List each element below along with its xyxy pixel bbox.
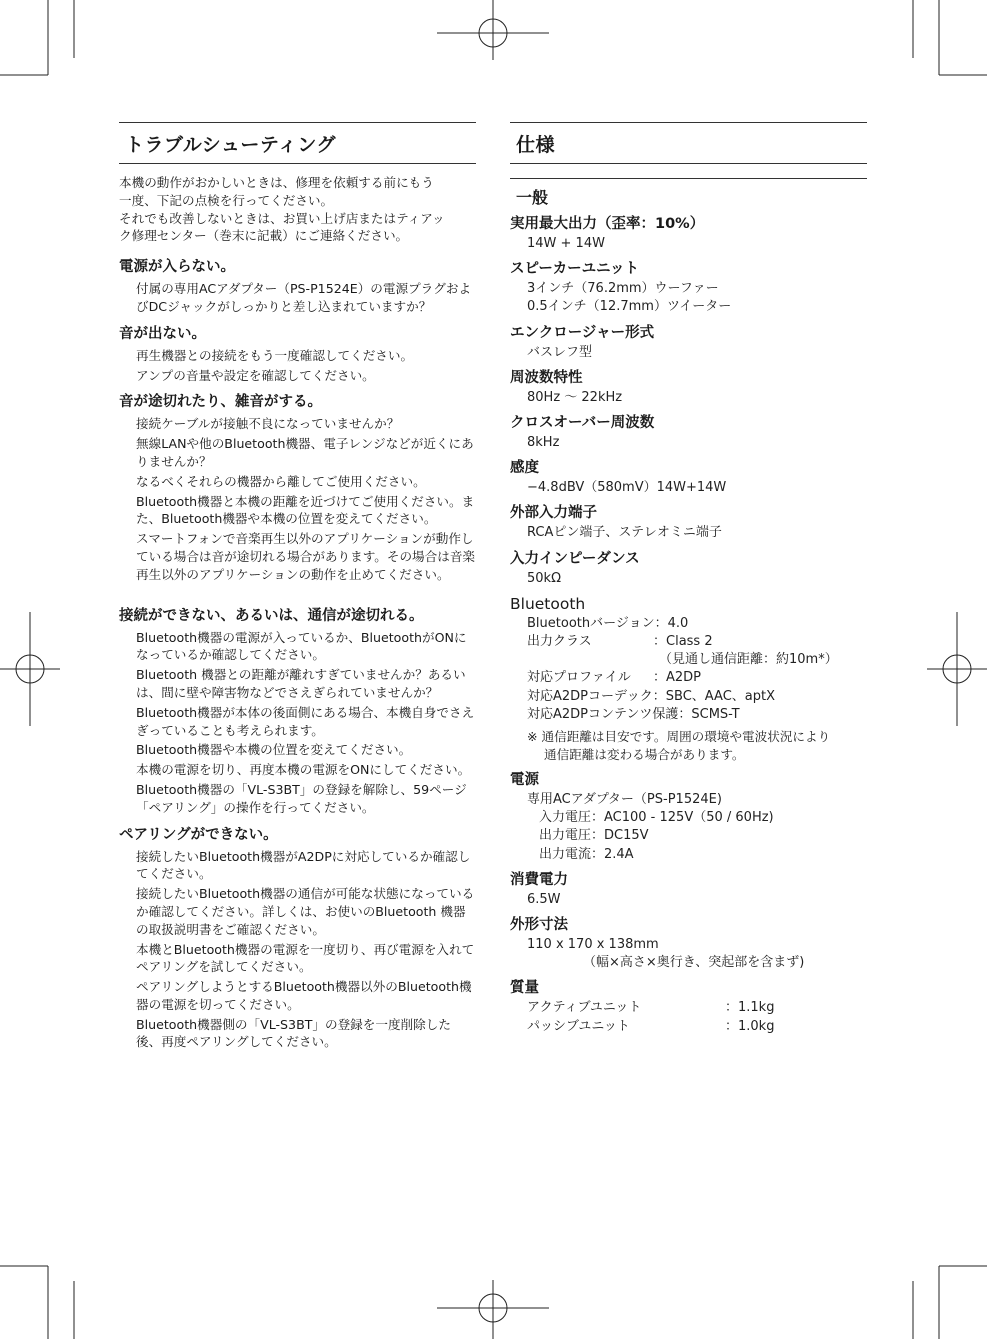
spec-value: 50kΩ: [527, 570, 562, 586]
ts-item: 接続したいBluetooth機器の通信が可能な状態になっているか確認してください。詳しくは、お使いのBluetooth 機器の取扱説明書をご確認ください。: [136, 886, 475, 937]
spec-value: 対応A2DPコーデック：SBC、AAC、aptX: [527, 688, 775, 704]
ts-section-noise: [119, 392, 476, 583]
ts-item: 本機とBluetooth機器の電源を一度切り、再び電源を入れてペアリングを試してください。: [136, 941, 475, 975]
spec-row: [510, 999, 867, 1017]
spec-value: 6.5W: [527, 891, 561, 907]
ts-heading: 音が出ない。: [119, 325, 206, 342]
spec-category: 一般: [516, 188, 549, 207]
spec-row-value: ：1.1kg: [725, 1000, 775, 1016]
spec-value: 出力電圧：DC15V: [539, 828, 649, 844]
spec-value: バスレフ型: [527, 344, 593, 360]
spec-heading: 質量: [510, 980, 539, 997]
spec-sensitivity: [510, 458, 867, 497]
spec-impedance: [510, 549, 867, 588]
specs-title: 仕様: [510, 122, 867, 164]
ts-item: 接続ケーブルが接触不良になっていませんか？: [136, 416, 400, 432]
ts-section-no-power: [119, 257, 476, 316]
spec-heading: 消費電力: [510, 871, 568, 888]
spec-heading: 電源: [510, 772, 539, 789]
spec-row: [510, 633, 867, 651]
spec-value: RCAピン端子、ステレオミニ端子: [527, 525, 722, 541]
spec-enclosure: [510, 323, 867, 362]
intro-line: ク修理センター（巻末に記載）にご連絡ください。: [119, 228, 409, 244]
ts-heading: 音が途切れたり、雑音がする。: [119, 394, 322, 411]
spec-heading: スピーカーユニット: [510, 261, 640, 278]
spec-key: 出力クラス: [527, 634, 592, 650]
spec-value: 80Hz 〜 22kHz: [527, 389, 623, 405]
intro-line: それでも改善しないときは、お買い上げ店またはティアッ: [119, 210, 445, 226]
spec-row-value: ：Class 2: [653, 634, 713, 650]
spec-input-terminal: [510, 503, 867, 542]
spec-heading: 入力インピーダンス: [510, 550, 640, 567]
note-line: 通信距離は変わる場合があります。: [544, 747, 745, 763]
spec-crossover: [510, 413, 867, 452]
ts-item: 本機の電源を切り、再度本機の電源をONにしてください。: [136, 762, 471, 778]
spec-value: 専用ACアダプター（PS-P1524E): [527, 792, 722, 808]
specs-rule: [510, 164, 867, 179]
ts-item: Bluetooth機器が本体の後面側にある場合、本機自身でさえぎっていることも考えられます。: [136, 704, 475, 738]
spec-key-spacer: [527, 651, 659, 669]
troubleshooting-column: [119, 122, 476, 1053]
spec-heading: Bluetooth: [510, 594, 586, 613]
note-line: ※ 通信距離は目安です。周囲の環境や電波状況により: [527, 729, 831, 745]
ts-item: 再生機器との接続をもう一度確認してください。: [136, 347, 414, 363]
spec-frequency: [510, 368, 867, 407]
spec-value: Bluetoothバージョン：4.0: [527, 615, 689, 631]
ts-heading: ペアリングができない。: [119, 826, 278, 843]
spec-key: パッシブユニット: [527, 1018, 630, 1034]
ts-item: Bluetooth機器と本機の距離を近づけてご使用ください。また、Bluetooth機器や本機の位置を変えてください。: [136, 493, 475, 527]
ts-section-connection: [119, 606, 476, 817]
ts-item: 無線LANや他のBluetooth機器、電子レンジなどが近くにありませんか？: [136, 436, 474, 469]
spec-value: 出力電流：2.4A: [539, 846, 634, 862]
ts-heading: 接続ができない、あるいは、通信が途切れる。: [119, 607, 424, 624]
spec-heading: 周波数特性: [510, 369, 583, 386]
ts-item: 付属の専用ACアダプター（PS-P1524E）の電源プラグおよびDCジャックがしっかりと差し込まれていますか？: [136, 281, 472, 314]
spec-row: [510, 1018, 867, 1036]
spec-weight: [510, 978, 867, 1035]
ts-item: ペアリングしようとするBluetooth機器以外のBluetooth機器の電源を切ってください。: [136, 979, 472, 1012]
spec-heading: 外形寸法: [510, 917, 568, 934]
spec-row-value: （見通し通信距離：約10m*）: [659, 652, 838, 668]
spec-value: （幅×高さ×奥行き、突起部を含まず): [583, 955, 805, 971]
ts-section-pairing: [119, 825, 476, 1052]
spec-consumption: [510, 870, 867, 909]
ts-item: アンプの音量や設定を確認してください。: [136, 367, 375, 383]
spec-heading: 外部入力端子: [510, 505, 597, 522]
spec-value: 14W + 14W: [527, 236, 605, 251]
spec-power: [510, 770, 867, 864]
spec-heading: クロスオーバー周波数: [510, 415, 655, 432]
spec-speaker: [510, 259, 867, 316]
spec-row: [510, 651, 867, 669]
spec-value: 入力電圧：AC100 - 125V（50 / 60Hz): [539, 810, 774, 826]
spec-value: 8kHz: [527, 435, 560, 451]
ts-item: Bluetooth機器側の「VL-S3BT」の登録を一度削除した後、再度ペアリングしてください。: [136, 1016, 451, 1050]
ts-item: Bluetooth機器の「VL-S3BT」の登録を解除し、59ページ「ペアリング」の操作を行ってください。: [136, 781, 467, 815]
ts-item: なるべくそれらの機器から離してご使用ください。: [136, 473, 426, 489]
spec-bluetooth: [510, 594, 867, 764]
ts-item: スマートフォンで音楽再生以外のアプリケーションが動作している場合は音が途切れる場合があります。その場合は音楽再生以外のアプリケーションの動作を止めてください。: [136, 531, 476, 582]
ts-heading: 電源が入らない。: [119, 259, 235, 276]
ts-section-no-sound: [119, 324, 476, 385]
spec-dimensions: [510, 915, 867, 972]
intro-line: 本機の動作がおかしいときは、修理を依頼する前にもう: [119, 175, 434, 190]
spec-value: 対応A2DPコンテンツ保護：SCMS-T: [527, 706, 740, 722]
spec-heading: 実用最大出力（歪率：10%）: [510, 216, 705, 232]
intro-line: 一度、下記の点検を行ってください。: [119, 192, 334, 208]
spec-value: 0.5インチ（12.7mm）ツイーター: [527, 299, 732, 315]
troubleshooting-intro: [119, 174, 476, 245]
spec-note: [510, 728, 867, 764]
specs-column: [510, 122, 867, 1036]
ts-item: Bluetooth 機器との距離が離れすぎていませんか？あるいは、間に壁や障害物などでさえぎられていませんか？: [136, 667, 466, 700]
troubleshooting-title: トラブルシューティング: [119, 122, 476, 164]
spec-value: 3インチ（76.2mm）ウーファー: [527, 281, 719, 297]
spec-row-value: ：A2DP: [653, 670, 702, 686]
spec-heading: エンクロージャー形式: [510, 324, 655, 341]
spec-key: アクティブユニット: [527, 1000, 642, 1016]
spec-output: [510, 214, 867, 253]
spec-value: 110 x 170 x 138mm: [527, 937, 659, 953]
spec-key: 対応プロファイル: [527, 670, 631, 686]
spec-row-value: ：1.0kg: [725, 1018, 775, 1034]
spec-row: [510, 669, 867, 687]
ts-item: Bluetooth機器の電源が入っているか、BluetoothがONになっているか確認してください。: [136, 629, 467, 663]
ts-item: 接続したいBluetooth機器がA2DPに対応しているか確認してください。: [136, 848, 471, 882]
ts-item: Bluetooth機器や本機の位置を変えてください。: [136, 742, 412, 758]
spec-value: −4.8dBV（580mV）14W+14W: [527, 480, 727, 496]
spec-heading: 感度: [510, 460, 539, 477]
